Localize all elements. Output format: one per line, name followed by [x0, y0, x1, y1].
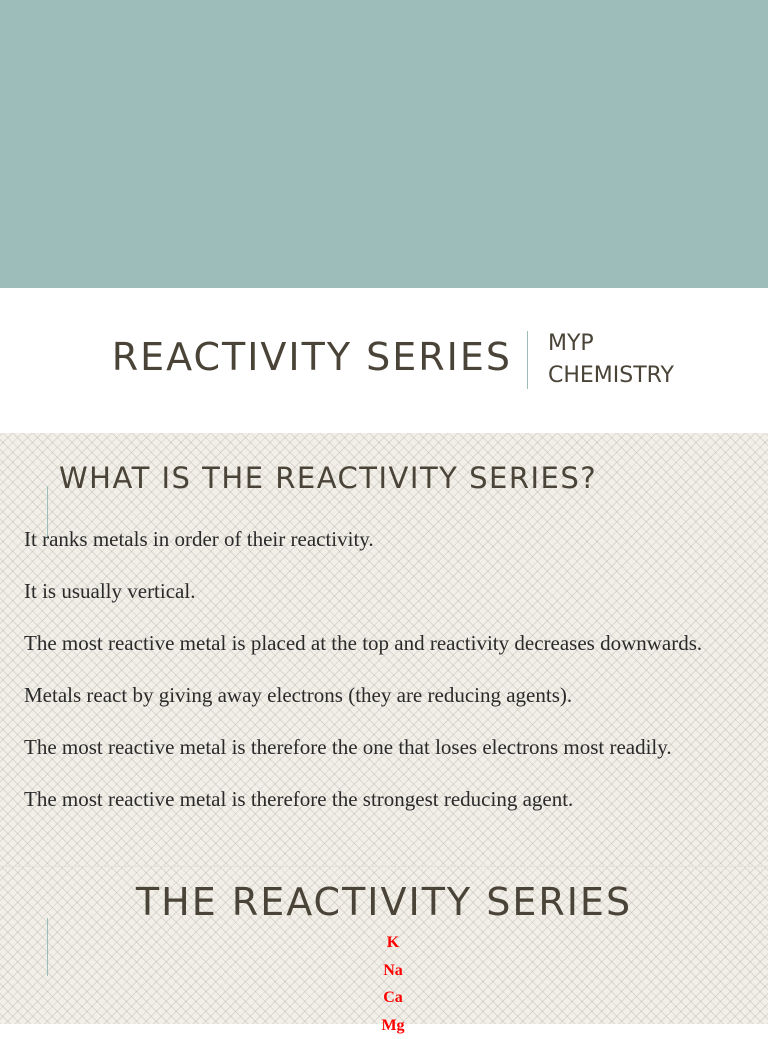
metal-list [0, 929, 768, 1039]
presentation-subtitle [548, 328, 674, 392]
bullet-list [24, 519, 754, 831]
subtitle-line-2: CHEMISTRY [548, 360, 674, 392]
slide-the-reactivity-series [0, 867, 768, 1024]
bullet-item: Metals react by giving away electrons (they are reducing agents). [24, 675, 754, 715]
bullet-item: The most reactive metal is therefore the strongest reducing agent. [24, 779, 754, 819]
bullet-item: It ranks metals in order of their reactivity. [24, 519, 754, 559]
slide-heading: WHAT IS THE REACTIVITY SERIES? [59, 460, 597, 496]
subtitle-line-1: MYP [548, 328, 674, 360]
metal-symbol: Ca [0, 984, 768, 1012]
slide-heading: THE REACTIVITY SERIES [0, 879, 768, 925]
title-slide-color-band [0, 0, 768, 288]
bullet-item: The most reactive metal is therefore the one that loses electrons most readily. [24, 727, 754, 767]
metal-symbol: Na [0, 957, 768, 985]
slide-what-is-reactivity-series [0, 433, 768, 866]
metal-symbol: Mg [0, 1012, 768, 1039]
metal-symbol: K [0, 929, 768, 957]
title-divider [527, 331, 528, 389]
bullet-item: The most reactive metal is placed at the top and reactivity decreases downwards. [24, 623, 754, 663]
bullet-item: It is usually vertical. [24, 571, 754, 611]
presentation-title: REACTIVITY SERIES [0, 330, 512, 384]
